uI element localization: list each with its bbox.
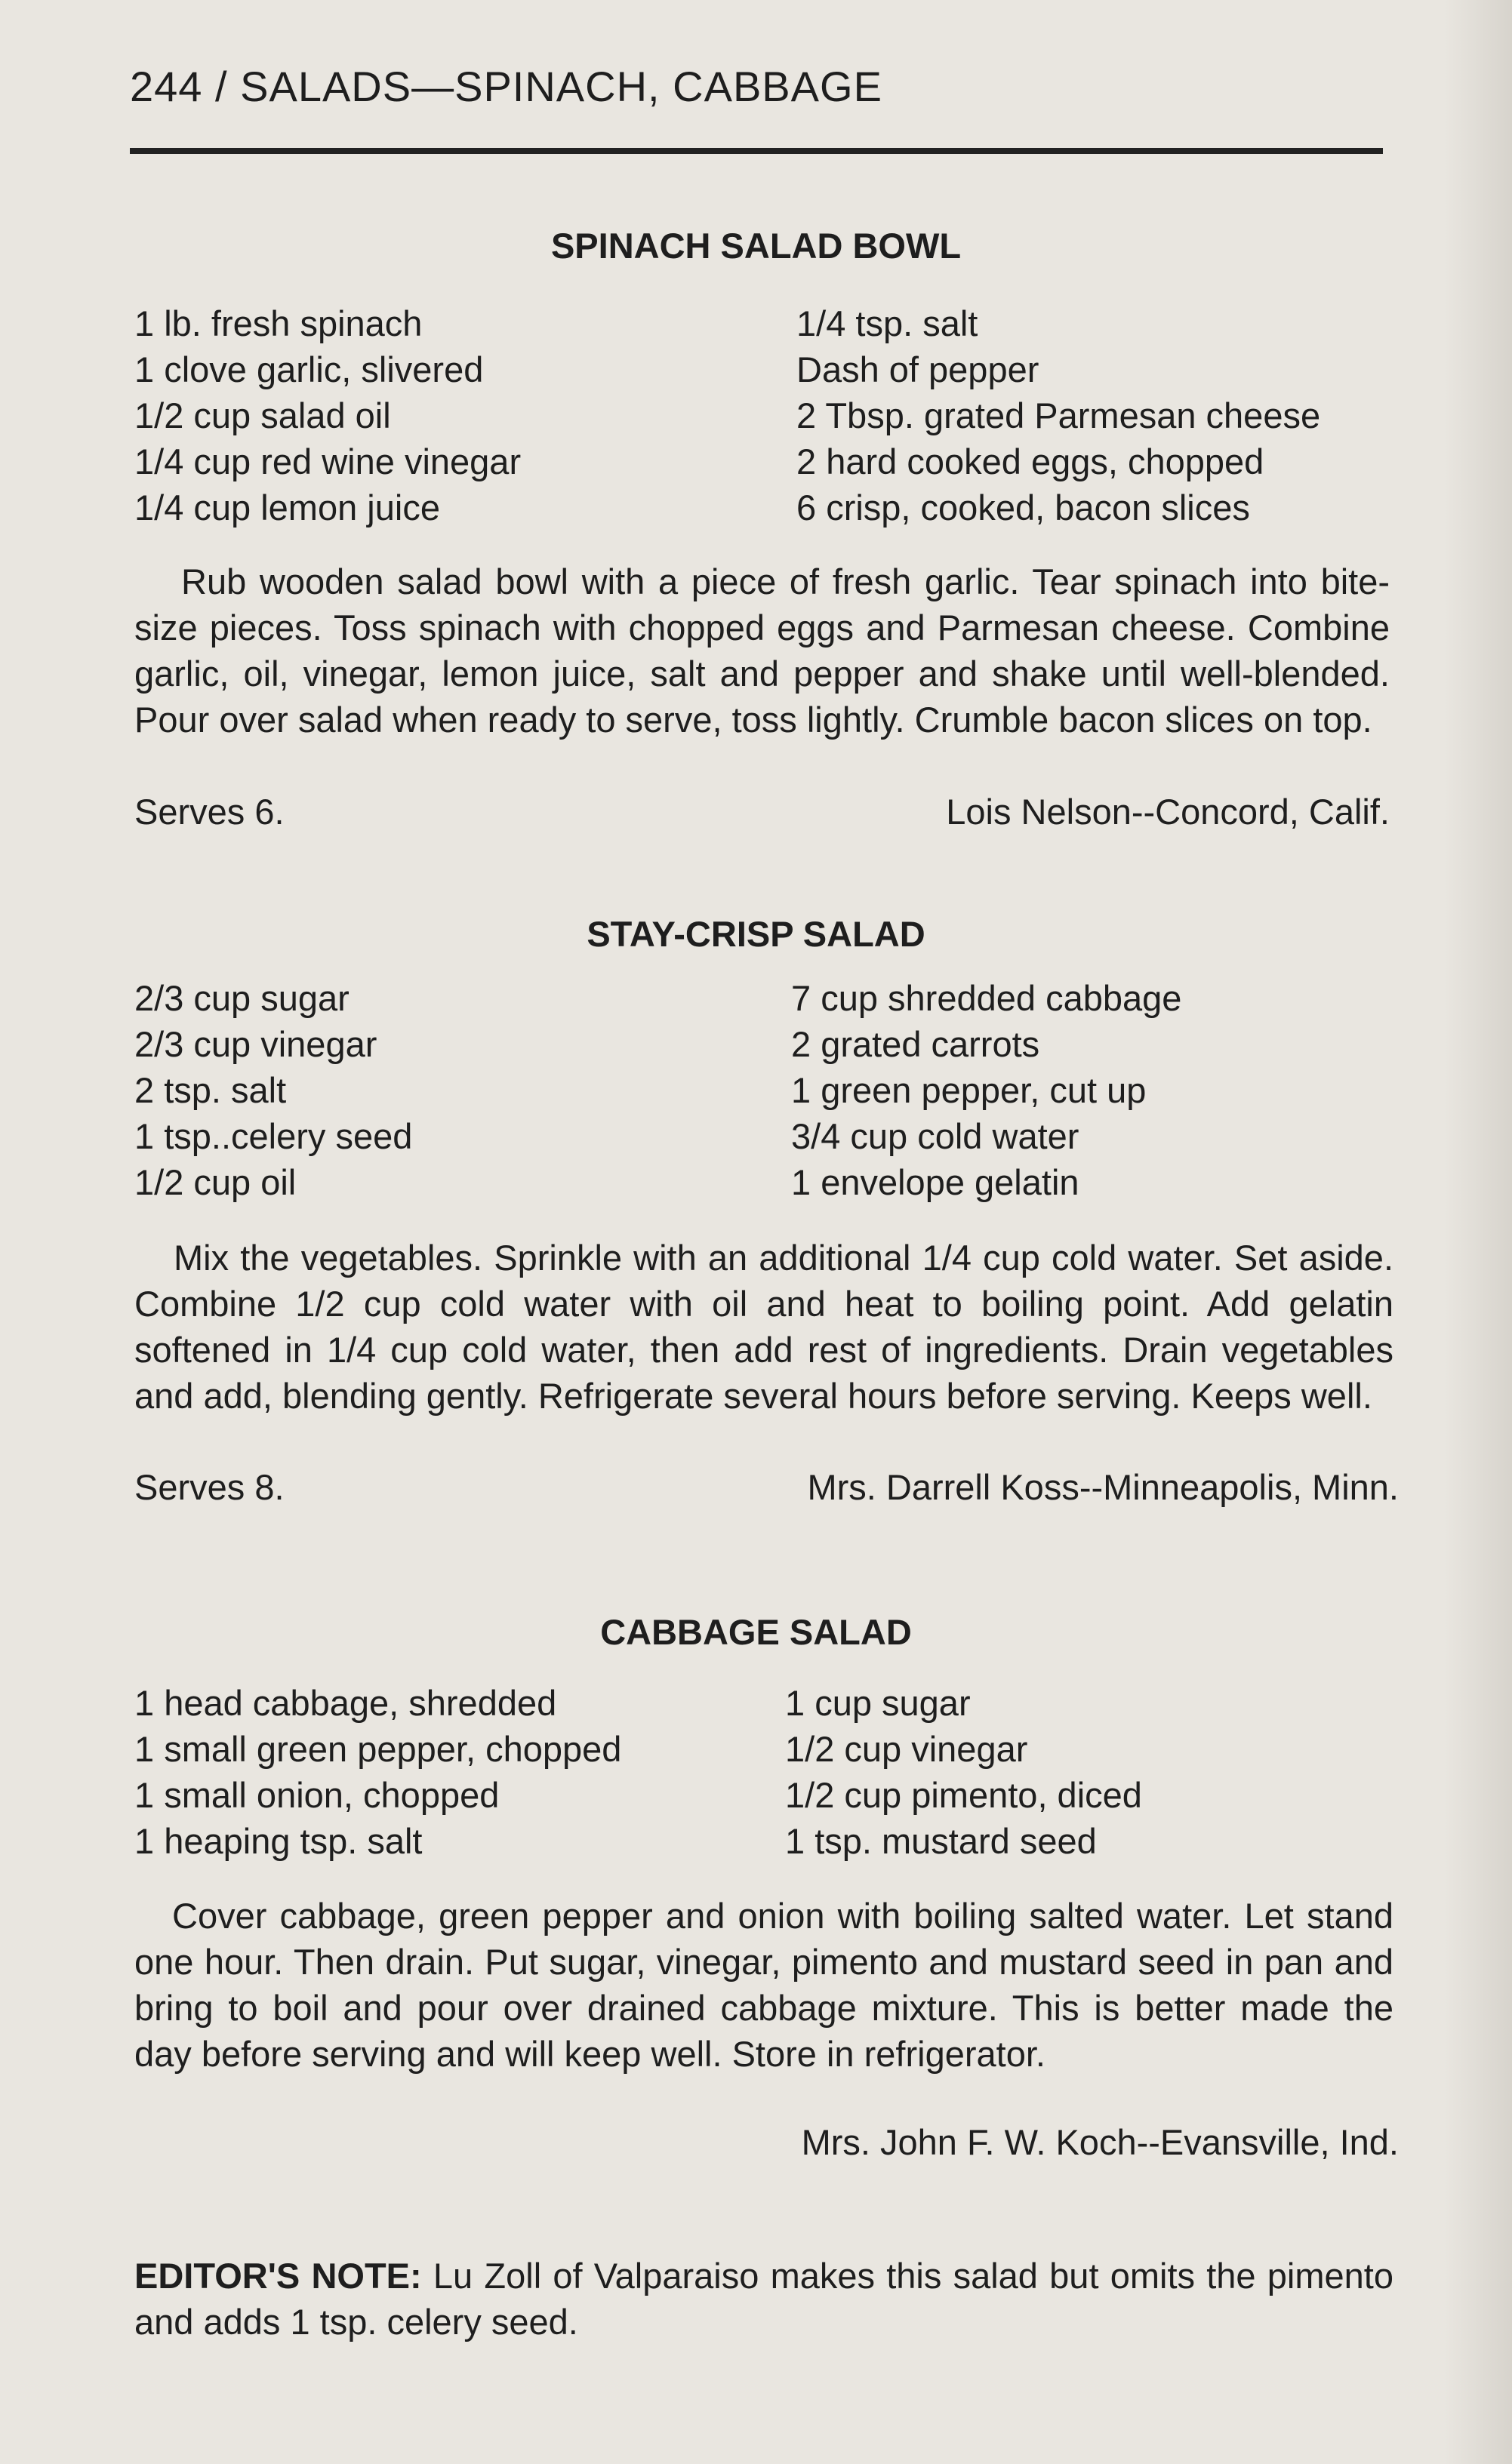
ingredients-left: [134, 975, 412, 1205]
header-rule: [130, 148, 1383, 154]
ingredient: 7 cup shredded cabbage: [791, 978, 1182, 1018]
ingredients-right: [796, 300, 1320, 531]
ingredient: 1 tsp. mustard seed: [785, 1821, 1097, 1861]
ingredient: 6 crisp, cooked, bacon slices: [796, 488, 1250, 528]
ingredient: 2 hard cooked eggs, chopped: [796, 441, 1264, 481]
ingredient: 2/3 cup vinegar: [134, 1024, 377, 1064]
ingredient: 1/4 cup lemon juice: [134, 488, 440, 528]
editors-note-label: EDITOR'S NOTE:: [134, 2256, 422, 2296]
serves: Serves 6.: [134, 792, 285, 832]
ingredient: 1 clove garlic, slivered: [134, 349, 484, 389]
recipe-title: CABBAGE SALAD: [600, 1612, 912, 1652]
ingredients-left: [134, 300, 521, 531]
running-head: 244 / SALADS—SPINACH, CABBAGE: [130, 63, 882, 110]
ingredient: 1 tsp..celery seed: [134, 1116, 413, 1156]
serves: Serves 8.: [134, 1467, 285, 1507]
ingredient: 2 grated carrots: [791, 1024, 1040, 1064]
ingredients-right: [791, 975, 1181, 1205]
ingredient: 1 small onion, chopped: [134, 1775, 500, 1815]
ingredient: 1/2 cup oil: [134, 1162, 297, 1202]
recipe-directions: Rub wooden salad bowl with a piece of fresh garlic. Tear spinach into bite-size pieces. Toss spinach with chopped eggs and Parmesan cheese. Combine garlic, oil, vinegar, lemon juice, salt and pepper and shake until well-blended. Pour over salad when ready to serve, toss lightly. Crumble bacon slices on top.: [134, 561, 1390, 740]
ingredient: 1/4 cup red wine vinegar: [134, 441, 522, 481]
recipe-directions: Cover cabbage, green pepper and onion with boiling salted water. Let stand one hour. Then drain. Put sugar, vinegar, pimento and mustard seed in pan and bring to boil and pour over drained cabbage mixture. This is better made the day before serving and will keep well. Store in refrigerator.: [134, 1896, 1393, 2074]
ingredient: 1 small green pepper, chopped: [134, 1729, 622, 1769]
page-edge-shadow: [1444, 0, 1512, 2464]
editors-note: [134, 2253, 1393, 2345]
ingredient: 1/2 cup salad oil: [134, 395, 391, 435]
recipe-title: STAY-CRISP SALAD: [587, 914, 925, 954]
ingredient: 1/4 tsp. salt: [796, 303, 978, 343]
ingredient: 1 heaping tsp. salt: [134, 1821, 423, 1861]
ingredient: 1 lb. fresh spinach: [134, 303, 423, 343]
editors-note-text: Lu Zoll of Valparaiso makes this salad but omits the pimento and adds 1 tsp. celery seed.: [134, 2256, 1394, 2342]
ingredient: Dash of pepper: [796, 349, 1039, 389]
contributor: Lois Nelson--Concord, Calif.: [946, 792, 1390, 832]
ingredient: 3/4 cup cold water: [791, 1116, 1079, 1156]
ingredient: 1 cup sugar: [785, 1683, 971, 1723]
ingredient: 2 tsp. salt: [134, 1070, 287, 1110]
contributor: Mrs. John F. W. Koch--Evansville, Ind.: [801, 2122, 1399, 2162]
recipe-directions: Mix the vegetables. Sprinkle with an additional 1/4 cup cold water. Set aside. Combine 1/2 cup cold water with oil and heat to boiling point. Add gelatin softened in 1/4 cup cold water, then add rest of ingredients. Drain vegetables and add, blending gently. Refrigerate several hours before serving. Keeps well.: [134, 1238, 1393, 1416]
ingredient: 2 Tbsp. grated Parmesan cheese: [796, 395, 1321, 435]
contributor: Mrs. Darrell Koss--Minneapolis, Minn.: [807, 1467, 1399, 1507]
ingredients-right: [785, 1680, 1142, 1864]
ingredient: 1 head cabbage, shredded: [134, 1683, 557, 1723]
ingredient: 2/3 cup sugar: [134, 978, 350, 1018]
ingredient: 1/2 cup vinegar: [785, 1729, 1028, 1769]
ingredients-left: [134, 1680, 621, 1864]
ingredient: 1/2 cup pimento, diced: [785, 1775, 1142, 1815]
recipe-title: SPINACH SALAD BOWL: [550, 226, 962, 266]
ingredient: 1 green pepper, cut up: [791, 1070, 1147, 1110]
ingredient: 1 envelope gelatin: [791, 1162, 1079, 1202]
